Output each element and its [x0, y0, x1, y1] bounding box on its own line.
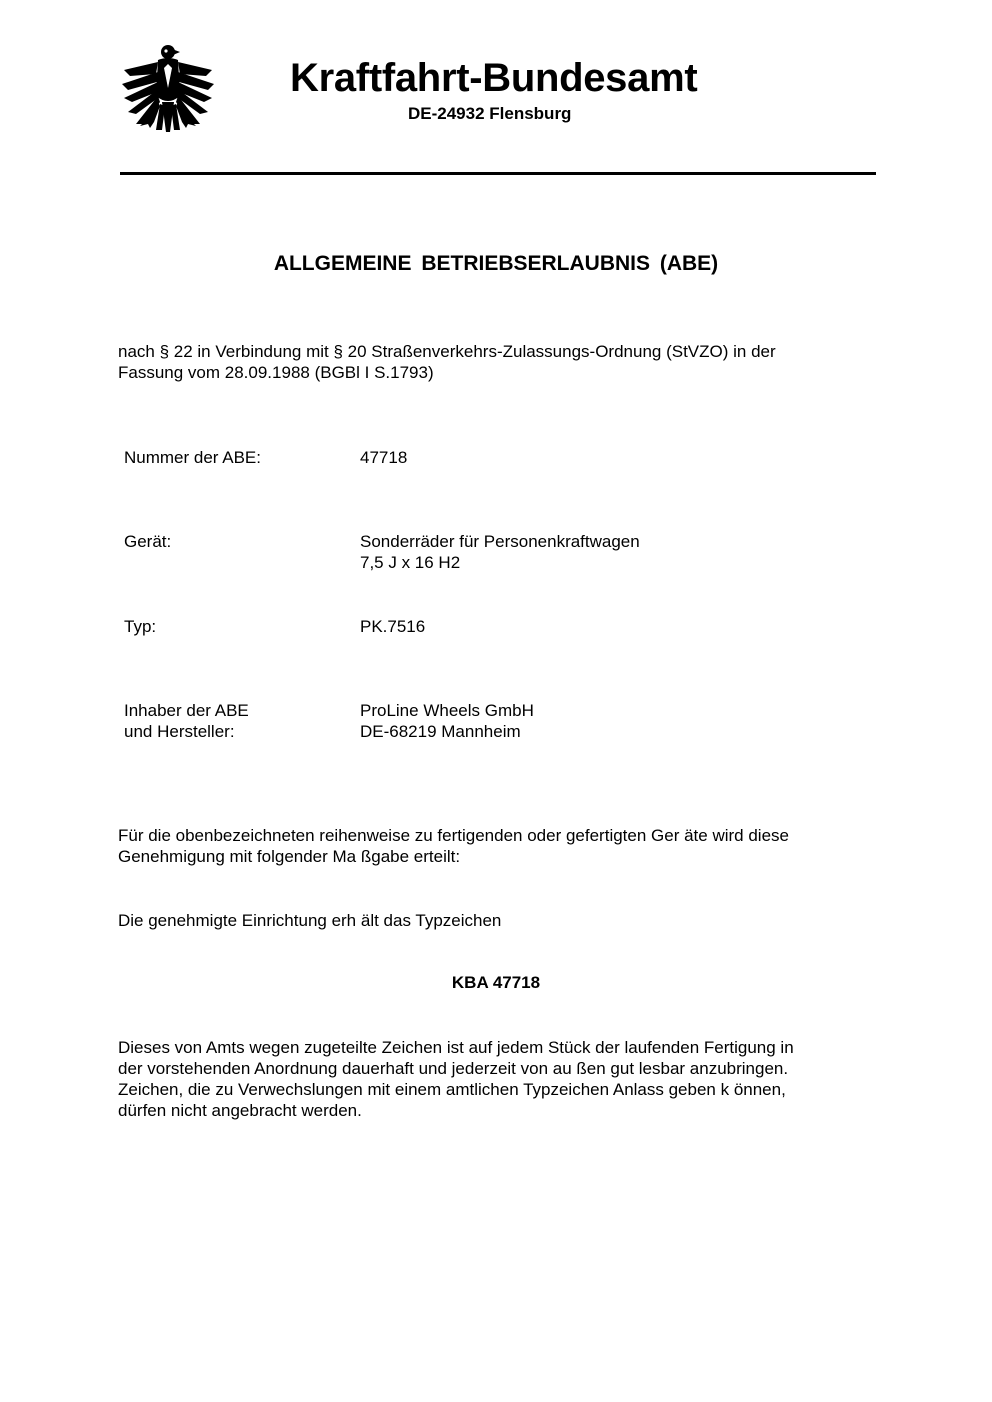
holder-label: Inhaber der ABE und Hersteller:	[124, 701, 249, 741]
header-divider	[120, 172, 876, 175]
type-mark: KBA 47718	[451, 973, 541, 992]
federal-eagle-icon	[120, 40, 216, 136]
agency-name: Kraftfahrt-Bundesamt	[290, 56, 698, 100]
document-title: ALLGEMEINE BETRIEBSERLAUBNIS (ABE)	[273, 252, 719, 275]
type-value: PK.7516	[360, 617, 426, 636]
device-value: Sonderräder für Personenkraftwagen 7,5 J x 16 H2	[360, 532, 640, 572]
legal-basis: nach § 22 in Verbindung mit § 20 Straßenverkehrs-Zulassungs-Ordnung (StVZO) in der Fassung vom 28.09.1988 (BGBl I S.1793)	[118, 342, 776, 382]
device-label: Gerät:	[124, 532, 172, 551]
type-label: Typ:	[124, 617, 157, 636]
type-mark-intro: Die genehmigte Einrichtung erh ält das Typzeichen	[118, 911, 502, 930]
holder-value: ProLine Wheels GmbH DE-68219 Mannheim	[360, 701, 534, 741]
marking-rules-paragraph: Dieses von Amts wegen zugeteilte Zeichen ist auf jedem Stück der laufenden Fertigung in der vorstehenden Anordnung dauerhaft und jederzeit von au ßen gut lesbar anzubringen. Zeichen, die zu Verwechslungen mit einem amtlichen Typzeichen Anlass geben k önnen, dürfen nicht angebracht werden.	[118, 1038, 794, 1120]
abe-number-label: Nummer der ABE:	[124, 448, 261, 467]
agency-address: DE-24932 Flensburg	[408, 104, 572, 123]
abe-number-value: 47718	[360, 448, 408, 467]
approval-paragraph: Für die obenbezeichneten reihenweise zu fertigenden oder gefertigten Ger äte wird diese Genehmigung mit folgender Ma ßgabe erteilt:	[118, 826, 789, 866]
